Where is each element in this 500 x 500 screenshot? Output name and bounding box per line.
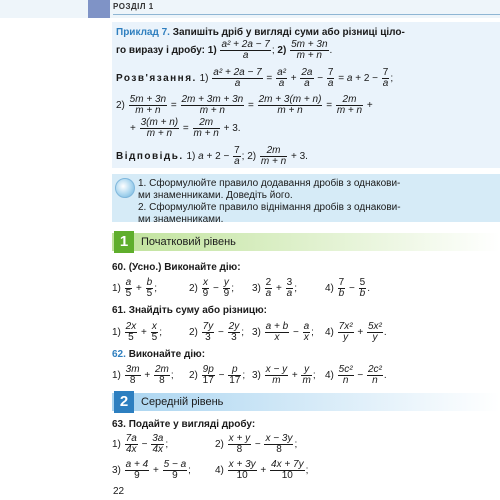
task-60-item-4: 4) $\frac{7}{b}$ − $\frac{5}{b}$ . (325, 277, 370, 299)
task-62-item-1: 1) $\frac{3m}{8}$ + $\frac{2m}{8}$ ; (112, 364, 174, 386)
task-61-text: Знайдіть суму або різницю: (128, 305, 267, 316)
solution-line-3: + $\frac{3(m + n)}{m + n}$ = $\frac{2m}{m + n}$ + 3. (130, 117, 241, 139)
task-62-item-4: 4) $\frac{\text{5c²}}{n}$ − $\frac{\text{2c²}}{n}$ . (325, 364, 387, 386)
question-2: 2. Сформулюйте правило віднімання дробів з однакови- (138, 202, 401, 213)
level-1-title: Початковий рівень (141, 236, 236, 248)
task-62-item-2: 2) $\frac{9p}{17}$ − $\frac{p}{17}$ ; (189, 364, 246, 386)
part1-label: 1) (207, 45, 217, 57)
task-63-header (112, 419, 255, 430)
task-61-item-3: 3) $\frac{a + b}{x}$ − $\frac{a}{x}$ ; (252, 321, 314, 343)
questions-text (138, 178, 496, 226)
example-text: Запишіть дріб у вигляді суми або різниці ціло- (172, 27, 405, 38)
example-text-2: го виразу і дробу: (116, 45, 205, 57)
level-1-badge: 1 (114, 231, 134, 253)
task-61-header (112, 305, 267, 316)
task-63-number: 63. (112, 419, 126, 430)
answer-label: Відповідь. (116, 151, 184, 163)
task-60-items: 1) $\frac{a}{5}$ + $\frac{b}{5}$ ; (112, 277, 157, 299)
task-60-item-2: 2) $\frac{x}{9}$ − $\frac{y}{9}$ ; (189, 277, 234, 299)
task-62-item-3: 3) $\frac{x - y}{m}$ + $\frac{y}{m}$ ; (252, 364, 316, 386)
page-number: 22 (113, 486, 125, 497)
header-rule (113, 14, 500, 15)
part2-label: 2) (277, 45, 287, 57)
example-fraction-1: $\frac{\text{a² + 2a − 7}}{a}$ (221, 39, 270, 61)
example-statement-2: го виразу і дробу: 1) $\frac{\text{a² + 2a − 7}}{a}$ ; 2) $\frac{5m + 3n}{m + n}$ . (116, 39, 333, 61)
header-strip (0, 0, 500, 18)
task-60-item-3: 3) $\frac{2}{a}$ + $\frac{3}{a}$ ; (252, 277, 297, 299)
task-61-item-4: 4) $\frac{\text{7x²}}{y}$ + $\frac{\text{5x²}}{y}$ . (325, 321, 387, 343)
task-61-item-2: 2) $\frac{7y}{3}$ − $\frac{2y}{3}$ ; (189, 321, 244, 343)
question-1b: ми знаменниками. Доведіть його. (138, 190, 293, 201)
question-2b: ми знаменниками. (138, 214, 224, 225)
task-62-header (112, 349, 205, 360)
solution-line-1: Розв'язання. 1) $\frac{\text{a² + 2a − 7}}{a}$ = $\frac{\text{a²}}{a}$ + $\frac{2a}{a}$ − $\frac{7}{a}$ = a + 2 − $\frac{7}{a}$ ; (116, 67, 394, 89)
task-62-number: 62. (112, 349, 126, 360)
task-63-item-1: 1) $\frac{7a}{4x}$ − $\frac{3a}{4x}$ ; (112, 433, 169, 455)
question-icon (115, 178, 135, 198)
task-60-text: (Усно.) Виконайте дію: (128, 262, 241, 273)
question-1: 1. Сформулюйте правило додавання дробів з однакови- (138, 178, 401, 189)
header-color-block (88, 0, 110, 18)
task-60-header (112, 262, 241, 273)
task-63-item-4: 4) $\frac{x + 3y}{10}$ + $\frac{4x + 7y}{10}$ ; (215, 459, 309, 481)
task-63-text: Подайте у вигляді дробу: (128, 419, 256, 430)
solution-line-2: 2) $\frac{5m + 3n}{m + n}$ = $\frac{2m + 3m + 3n}{m + n}$ = $\frac{2m + 3(m + n)}{m + n}$ = $\frac{2m}{m + n}$ + (116, 94, 373, 116)
task-63-item-3: 3) $\frac{a + 4}{9}$ + $\frac{5 - a}{9}$ ; (112, 459, 191, 481)
task-61-number: 61. (112, 305, 126, 316)
task-62-text: Виконайте дію: (128, 349, 206, 360)
task-60-number: 60. (112, 262, 126, 273)
example-statement (116, 27, 405, 38)
task-63-item-2: 2) $\frac{x + y}{8}$ − $\frac{x - 3y}{8}$ ; (215, 433, 298, 455)
level-2-badge: 2 (114, 391, 134, 413)
example-fraction-2: $\frac{5m + 3n}{m + n}$ (291, 39, 328, 61)
example-title: Приклад 7. (116, 27, 170, 38)
level-2-title: Середній рівень (141, 396, 224, 408)
answer-line: Відповідь. 1) a + 2 − $\frac{7}{a}$ ; 2) $\frac{2m}{m + n}$ + 3. (116, 145, 308, 167)
task-61-item-1: 1) $\frac{2x}{5}$ + $\frac{x}{5}$ ; (112, 321, 162, 343)
section-label: РОЗДІЛ 1 (113, 2, 154, 11)
solution-label: Розв'язання. (116, 73, 197, 85)
